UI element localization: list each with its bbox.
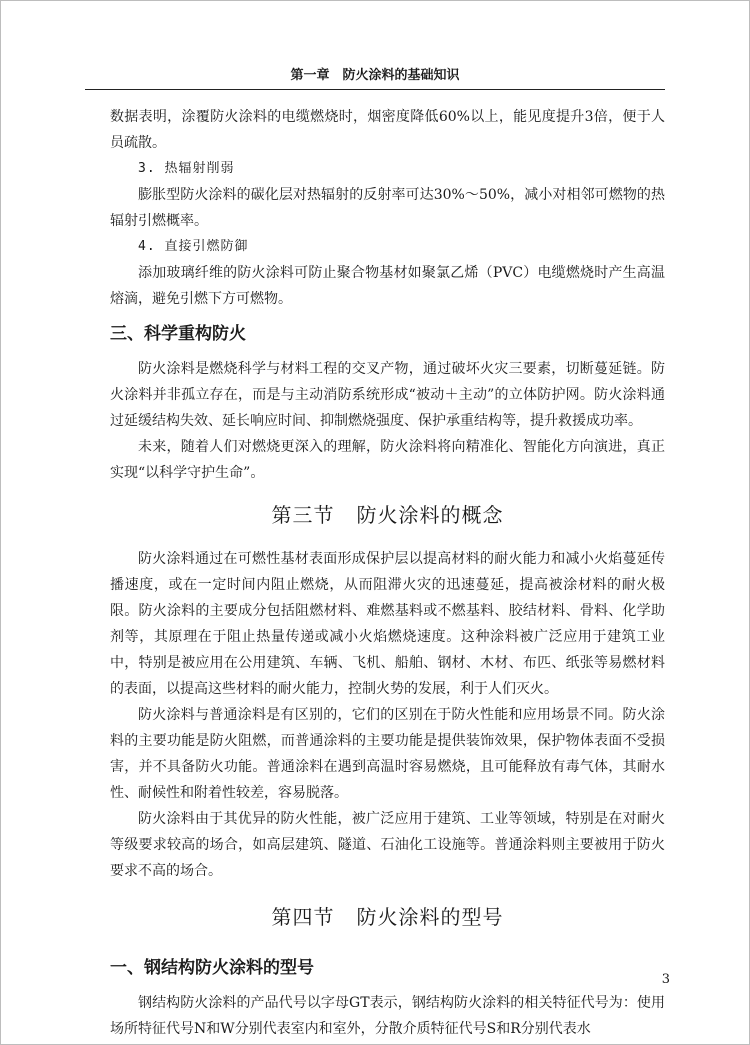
- paragraph-heat-radiation: 膨胀型防火涂料的碳化层对热辐射的反射率可达30%～50%，减小对相邻可燃物的热辐射引燃概率。: [110, 187, 665, 229]
- paragraph-steel-codes: 钢结构防火涂料的产品代号以字母GT表示，钢结构防火涂料的相关特征代号为：使用场所特征代号N和W分别代表室内和室外，分散介质特征代号S和R分别代表水: [110, 995, 665, 1037]
- subheading-direct-ignition: 4. 直接引燃防御: [138, 239, 249, 254]
- subheading-heat-radiation: 3. 热辐射削弱: [138, 161, 235, 176]
- section-3-title: [110, 500, 665, 530]
- paragraph-difference: 防火涂料与普通涂料是有区别的，它们的区别在于防火性能和应用场景不同。防火涂料的主要功能是防火阻燃，而普通涂料的主要功能是提供装饰效果，保护物体表面不受损害，并不具备防火功能。普通涂料在遇到高温时容易燃烧，且可能释放有毒气体，其耐水性、耐候性和附着性较差，容易脱落。: [110, 707, 665, 801]
- heading-steel-structure-models: 一、钢结构防火涂料的型号: [110, 958, 314, 978]
- section-4-number: 第四节: [271, 905, 335, 929]
- running-header: 第一章 防火涂料的基础知识: [290, 68, 460, 83]
- paragraph-concept: 防火涂料通过在可燃性基材表面形成保护层以提高材料的耐火能力和减小火焰蔓延传播速度，或在一定时间内阻止燃烧，从而阻滞火灾的迅速蔓延，提高被涂材料的耐火极限。防火涂料的主要成分包括阻燃材料、难燃基料或不燃基料、胶结材料、骨料、化学助剂等，其原理在于阻止热量传递或减小火焰燃烧速度。这种涂料被广泛应用于建筑工业中，特别是被应用在公用建筑、车辆、飞机、船舶、钢材、木材、布匹、纸张等易燃材料的表面，以提高这些材料的耐火能力，控制火势的发展，利于人们灭火。: [110, 551, 665, 697]
- paragraph-applications: 防火涂料由于其优异的防火性能，被广泛应用于建筑、工业等领域，特别是在对耐火等级要求较高的场合，如高层建筑、隧道、石油化工设施等。普通涂料则主要被用于防火要求不高的场合。: [110, 811, 665, 879]
- paragraph-smoke-density: 数据表明，涂覆防火涂料的电缆燃烧时，烟密度降低60%以上，能见度提升3倍，便于人员疏散。: [110, 109, 665, 151]
- page-body: [110, 104, 665, 1042]
- paragraph-fire-triangle: 防火涂料是燃烧科学与材料工程的交叉产物，通过破坏火灾三要素，切断蔓延链。防火涂料并非孤立存在，而是与主动消防系统形成“被动＋主动”的立体防护网。防火涂料通过延缓结构失效、延长响应时间、抑制燃烧强度、保护承重结构等，提升救援成功率。: [110, 361, 665, 429]
- section-3-name: 防火涂料的概念: [356, 503, 504, 527]
- heading-science-fire-protection: 三、科学重构防火: [110, 324, 246, 344]
- section-3-number: 第三节: [271, 503, 335, 527]
- section-4-name: 防火涂料的型号: [356, 905, 504, 929]
- paragraph-future: 未来，随着人们对燃烧更深入的理解，防火涂料将向精准化、智能化方向演进，真正实现“以科学守护生命”。: [110, 439, 665, 481]
- page-number: 3: [661, 972, 670, 987]
- section-4-title: [110, 902, 665, 932]
- paragraph-direct-ignition: 添加玻璃纤维的防火涂料可防止聚合物基材如聚氯乙烯（PVC）电缆燃烧时产生高温熔滴，避免引燃下方可燃物。: [110, 265, 665, 307]
- header-rule: [85, 89, 665, 90]
